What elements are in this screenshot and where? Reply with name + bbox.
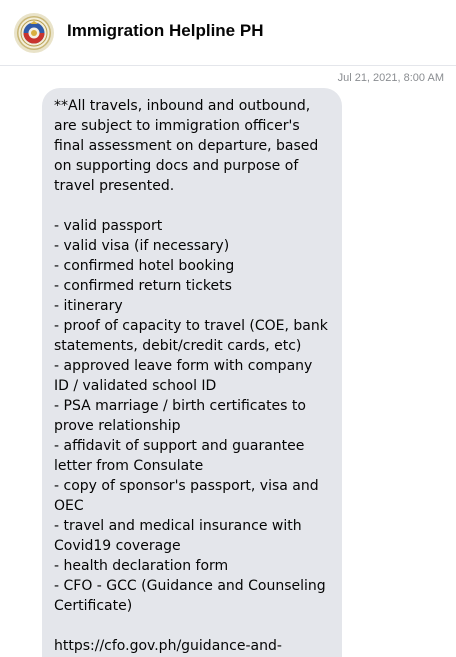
- conversation-header: [0, 0, 456, 66]
- message-timestamp: Jul 21, 2021, 8:00 AM: [337, 72, 444, 84]
- conversation-title[interactable]: Immigration Helpline PH: [67, 21, 264, 40]
- message-bubble[interactable]: [42, 88, 342, 657]
- message-text: **All travels, inbound and outbound, are subject to immigration officer's final assessment on departure, based on supporting docs and purpose of travel presented. - valid passport - valid visa (if necessary) - confirmed hotel booking - confirmed return tickets - itinerary - proof of capacity to travel (COE, bank statements, debit/credit cards, etc) - approved leave form with company ID / validated school ID - PSA marriage / birth certificates to prove relationship - affidavit of support and guarantee letter from Consulate - copy of sponsor's passport, visa and OEC - travel and medical insurance with Covid19 coverage - health declaration form - CFO - GCC (Guidance and Counseling Certificate) https://cfo.gov.ph/guidance-and-: [54, 98, 328, 654]
- government-seal-icon[interactable]: [14, 13, 54, 53]
